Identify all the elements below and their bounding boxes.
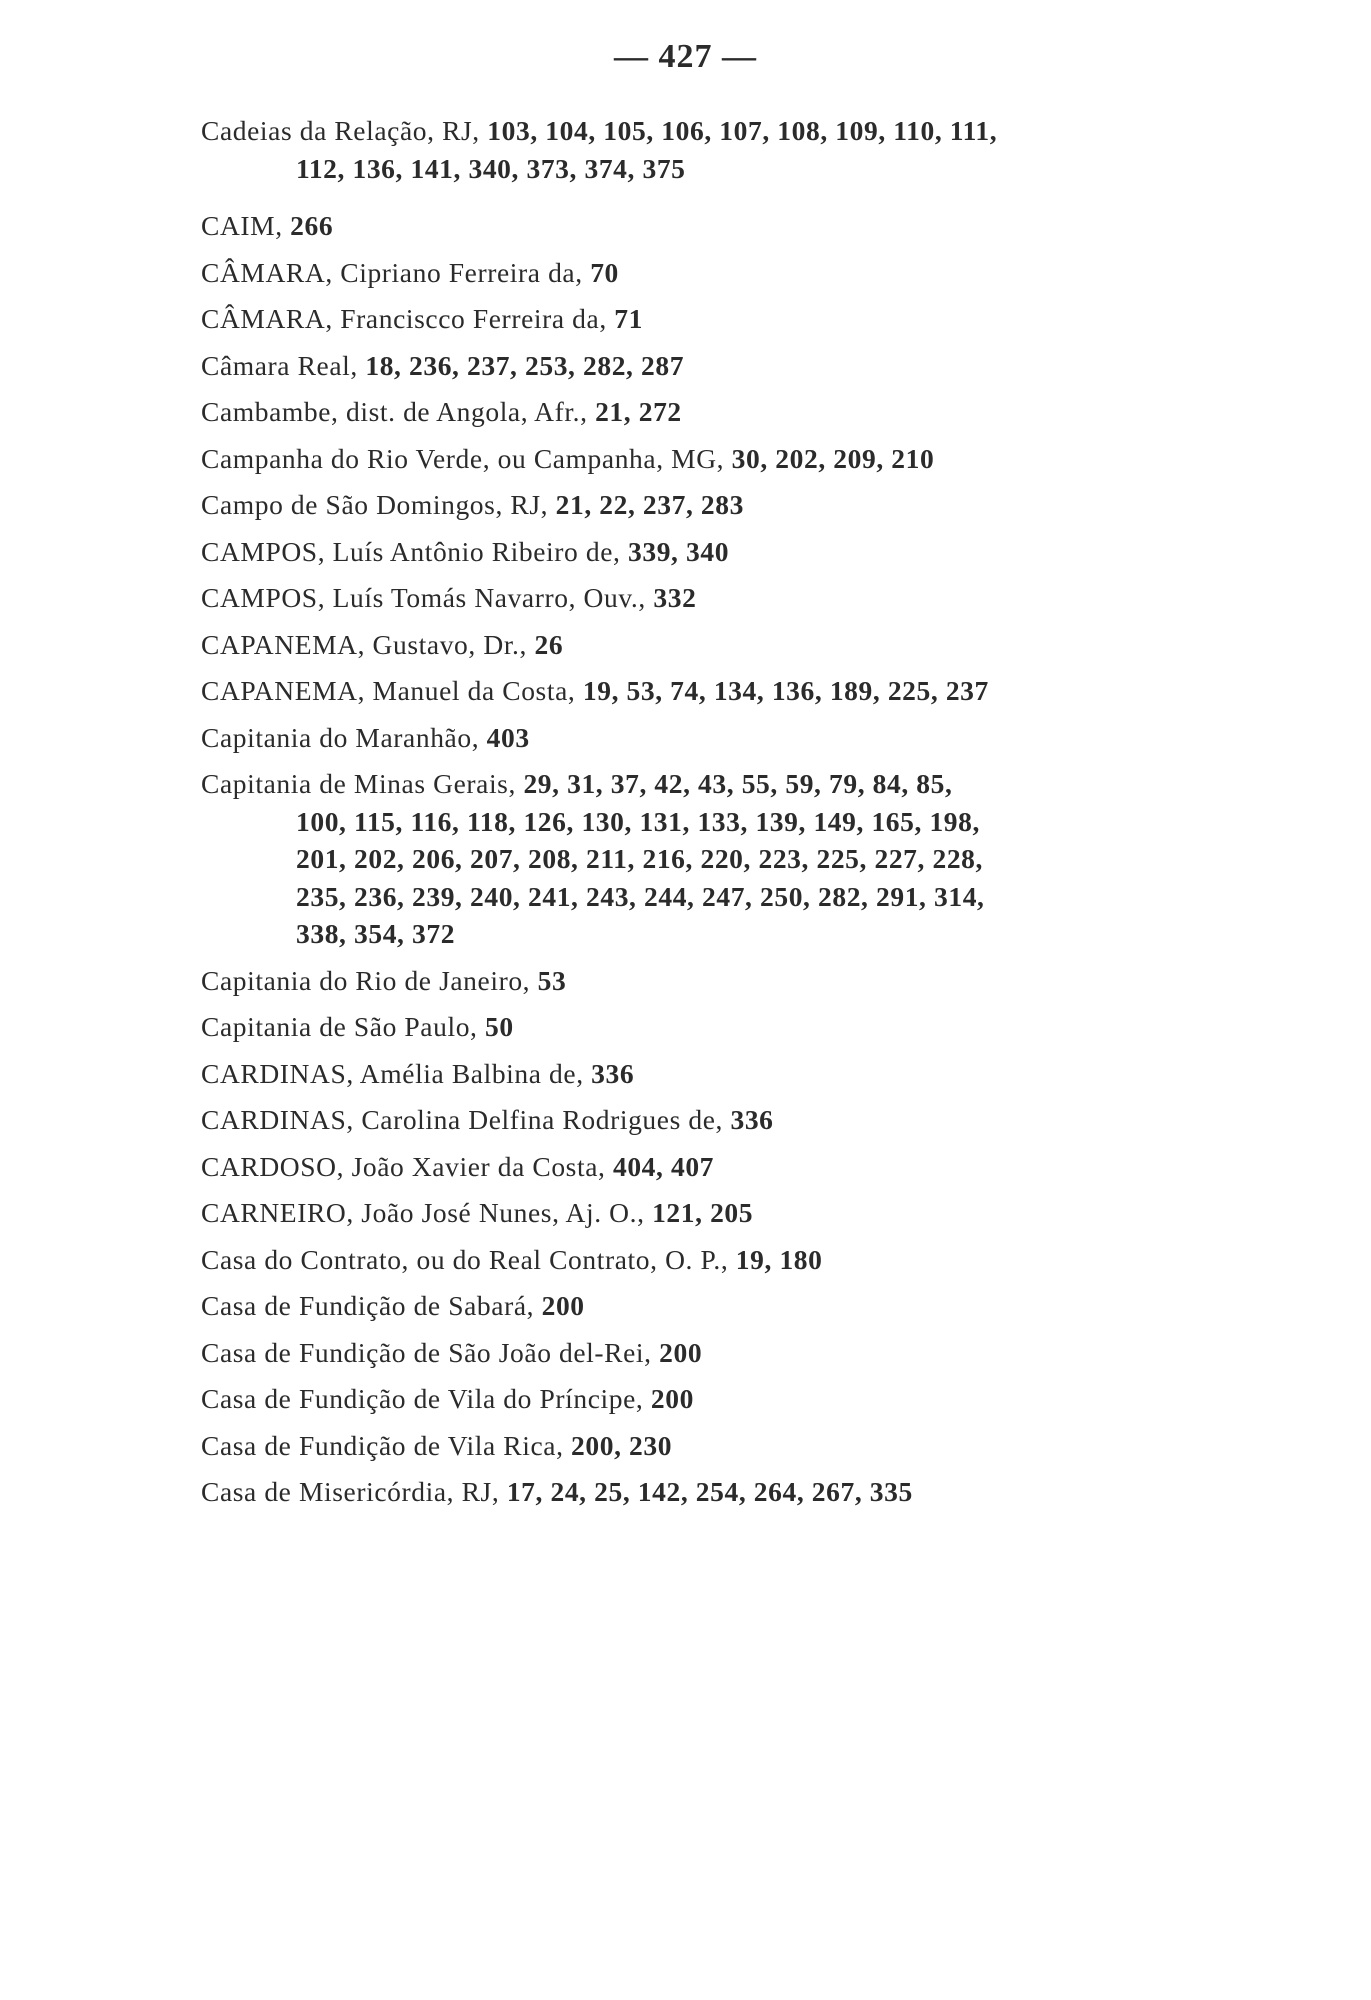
entry-heading: CÂMARA, Franciscco Ferreira da,	[201, 303, 607, 334]
entry-page-refs: 50	[485, 1011, 514, 1042]
index-entry	[201, 1055, 1251, 1093]
entry-page-refs: 70	[590, 256, 619, 288]
index-entry	[201, 1194, 1251, 1232]
index-entry	[201, 672, 1251, 710]
entry-page-refs: 71	[614, 303, 643, 334]
index-entry	[201, 300, 1251, 338]
entry-heading: CARDINAS, Carolina Delfina Rodrigues de,	[201, 1104, 723, 1135]
entry-page-refs: 21, 22, 237, 283	[555, 489, 744, 520]
index-entry	[201, 962, 1251, 1000]
entry-heading: CAMPOS, Luís Antônio Ribeiro de,	[201, 535, 621, 567]
entry-page-refs: 26	[534, 628, 564, 660]
entry-heading: CAIM,	[201, 210, 283, 241]
index-entry	[201, 719, 1251, 757]
index-entry	[201, 579, 1251, 617]
entry-page-refs: 19, 180	[735, 1243, 823, 1275]
index-entry	[201, 765, 1251, 953]
entry-page-refs: 200	[541, 1290, 585, 1321]
entry-page-refs: 266	[290, 210, 334, 241]
entry-page-refs: 404, 407	[612, 1150, 715, 1182]
index-entry	[201, 207, 1251, 245]
index-entry	[201, 1101, 1251, 1139]
entry-page-refs: 336	[730, 1104, 774, 1135]
index-entry	[201, 626, 1251, 664]
entry-heading: Capitania de Minas Gerais,	[201, 768, 516, 799]
entry-page-refs: 403	[486, 721, 530, 753]
entry-page-refs-continued: 201, 202, 206, 207, 208, 211, 216, 220, 223, 225, 227, 228,	[296, 843, 984, 874]
entry-page-refs: 332	[653, 582, 697, 613]
index-entry	[201, 393, 1251, 431]
entry-page-refs: 103, 104, 105, 106, 107, 108, 109, 110, 111,	[487, 115, 998, 146]
entry-heading: Casa do Contrato, ou do Real Contrato, O. P.,	[201, 1243, 729, 1275]
entry-page-refs: 21, 272	[595, 396, 682, 427]
entry-page-refs-continued: 338, 354, 372	[296, 918, 456, 949]
entry-heading: CAPANEMA, Manuel da Costa,	[201, 675, 576, 706]
entry-heading: Capitania do Maranhão,	[201, 721, 480, 753]
entry-page-refs: 18, 236, 237, 253, 282, 287	[365, 349, 685, 381]
entry-heading: CARDOSO, João Xavier da Costa,	[201, 1150, 606, 1182]
index-entry	[201, 1287, 1251, 1325]
index-entry	[201, 1148, 1251, 1186]
entry-heading: CARDINAS, Amélia Balbina de,	[201, 1057, 584, 1089]
entry-page-refs: 17, 24, 25, 142, 254, 264, 267, 335	[506, 1476, 913, 1507]
index-entries	[201, 112, 1251, 1511]
index-entry	[201, 486, 1251, 524]
index-entry	[201, 533, 1251, 571]
entry-page-refs-continued: 100, 115, 116, 118, 126, 130, 131, 133, 139, 149, 165, 198,	[296, 805, 980, 837]
entry-page-refs: 339, 340	[628, 535, 730, 567]
entry-heading: Cambambe, dist. de Angola, Afr.,	[201, 396, 588, 427]
index-entry	[201, 112, 1251, 187]
entry-heading: Casa de Fundição de Vila do Príncipe,	[201, 1383, 644, 1414]
entry-heading: CAPANEMA, Gustavo, Dr.,	[201, 628, 528, 660]
entry-heading: Câmara Real,	[201, 349, 358, 381]
entry-page-refs: 200, 230	[571, 1429, 673, 1461]
index-entry	[201, 1334, 1251, 1372]
index-entry	[201, 254, 1251, 292]
entry-heading: Casa de Misericórdia, RJ,	[201, 1476, 500, 1507]
entry-heading: Campanha do Rio Verde, ou Campanha, MG,	[201, 442, 725, 474]
index-entry	[201, 1427, 1251, 1465]
entry-page-refs-continued: 112, 136, 141, 340, 373, 374, 375	[296, 152, 686, 184]
entry-heading: CARNEIRO, João José Nunes, Aj. O.,	[201, 1197, 645, 1228]
index-entry	[201, 1380, 1251, 1418]
entry-page-refs: 200	[659, 1336, 703, 1368]
entry-page-refs: 29, 31, 37, 42, 43, 55, 59, 79, 84, 85,	[523, 768, 953, 799]
entry-heading: Campo de São Domingos, RJ,	[201, 489, 549, 520]
index-entry	[201, 1241, 1251, 1279]
entry-page-refs: 30, 202, 209, 210	[731, 442, 935, 474]
entry-heading: Capitania de São Paulo,	[201, 1011, 478, 1042]
entry-page-refs: 200	[650, 1383, 694, 1414]
entry-heading: Casa de Fundição de Sabará,	[201, 1290, 535, 1321]
entry-heading: Cadeias da Relação, RJ,	[201, 115, 480, 146]
entry-heading: Casa de Fundição de São João del-Rei,	[201, 1336, 652, 1368]
index-entry	[201, 347, 1251, 385]
entry-page-refs: 19, 53, 74, 134, 136, 189, 225, 237	[582, 675, 989, 706]
entry-page-refs: 121, 205	[652, 1197, 754, 1228]
entry-heading: Capitania do Rio de Janeiro,	[201, 964, 531, 996]
page-number: — 427 —	[614, 38, 757, 75]
entry-page-refs: 53	[537, 964, 567, 996]
index-entry	[201, 1008, 1251, 1046]
index-entry	[201, 1473, 1251, 1511]
index-entry	[201, 440, 1251, 478]
entry-page-refs-continued: 235, 236, 239, 240, 241, 243, 244, 247, 250, 282, 291, 314,	[296, 880, 985, 912]
entry-heading: CAMPOS, Luís Tomás Navarro, Ouv.,	[201, 582, 646, 613]
entry-heading: CÂMARA, Cipriano Ferreira da,	[201, 256, 583, 288]
entry-page-refs: 336	[591, 1057, 635, 1089]
entry-heading: Casa de Fundição de Vila Rica,	[201, 1429, 564, 1461]
